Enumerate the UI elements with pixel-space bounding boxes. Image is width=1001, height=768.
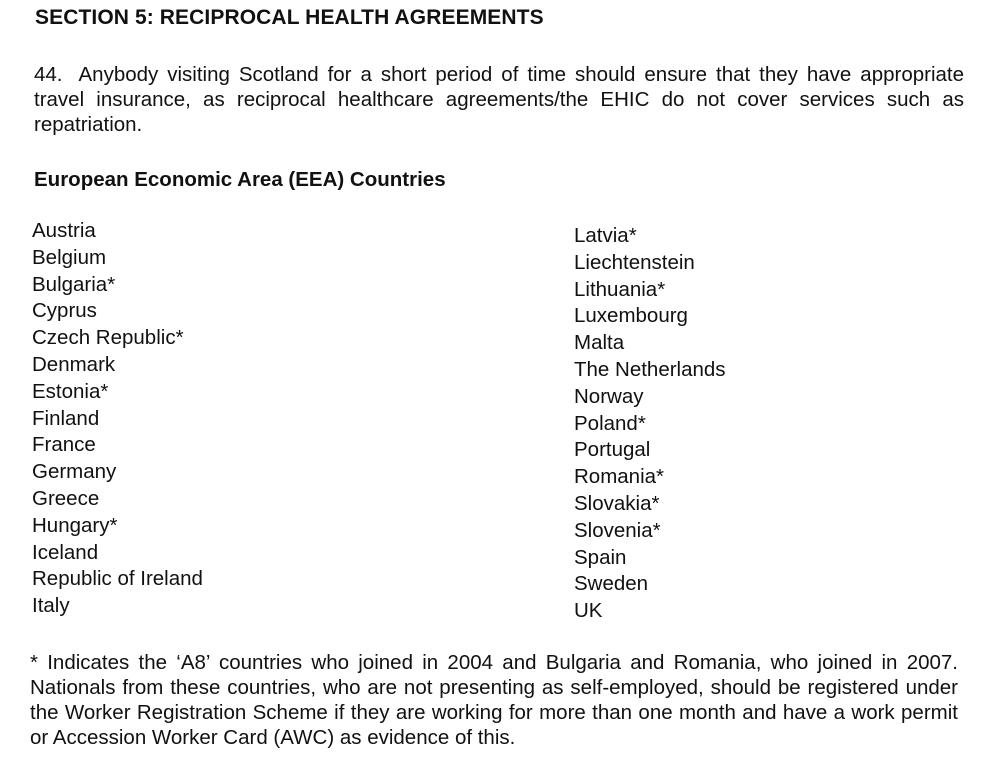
- country-item: Luxembourg: [574, 304, 688, 328]
- country-item: Republic of Ireland: [32, 567, 203, 591]
- country-item: Sweden: [574, 572, 649, 596]
- country-item: Hungary*: [32, 513, 118, 537]
- country-item: Italy: [32, 594, 70, 618]
- country-item: Finland: [32, 406, 100, 430]
- eea-countries-heading: European Economic Area (EEA) Countries: [34, 168, 446, 191]
- country-item: Norway: [574, 384, 644, 408]
- country-item: Poland*: [574, 411, 646, 435]
- paragraph-text: Anybody visiting Scotland for a short period of time should ensure that they have appropriate travel insurance, as reciprocal healthcare agreements/the EHIC do not cover services such as repatriation.: [34, 63, 964, 136]
- country-item: Bulgaria*: [32, 272, 116, 296]
- country-item: Slovakia*: [574, 491, 660, 515]
- country-item: Iceland: [32, 540, 99, 564]
- country-item: Latvia*: [574, 224, 637, 247]
- paragraph-44: [34, 62, 964, 137]
- country-item: Portugal: [574, 438, 651, 462]
- country-item: Cyprus: [32, 299, 97, 323]
- country-item: Denmark: [32, 352, 116, 376]
- country-item: Spain: [574, 545, 627, 569]
- country-item: Greece: [32, 486, 100, 510]
- country-item: Belgium: [32, 245, 107, 269]
- country-item: Malta: [574, 331, 625, 355]
- country-item: Slovenia*: [574, 518, 661, 542]
- country-item: The Netherlands: [574, 357, 726, 381]
- country-item: Czech Republic*: [32, 326, 184, 350]
- country-item: Estonia*: [32, 379, 109, 403]
- country-item: Germany: [32, 460, 117, 484]
- footnote: * Indicates the ‘A8’ countries who joined in 2004 and Bulgaria and Romania, who joined in 2007. Nationals from these countries, who are not presenting as self-employed, should be registered under the Worker Registration Scheme if they are working for more than one month and have a work permit or Accession Worker Card (AWC) as evidence of this.: [30, 651, 958, 749]
- country-item: UK: [574, 599, 603, 623]
- country-item: Liechtenstein: [574, 250, 695, 274]
- country-item: Lithuania*: [574, 277, 666, 301]
- section-heading: SECTION 5: RECIPROCAL HEALTH AGREEMENTS: [35, 6, 544, 29]
- country-item: France: [32, 433, 96, 457]
- country-list-left: [32, 218, 203, 620]
- country-item: Romania*: [574, 465, 665, 489]
- country-item: Austria: [32, 219, 96, 242]
- country-list-right: [574, 223, 726, 625]
- paragraph-number: 44.: [34, 63, 63, 86]
